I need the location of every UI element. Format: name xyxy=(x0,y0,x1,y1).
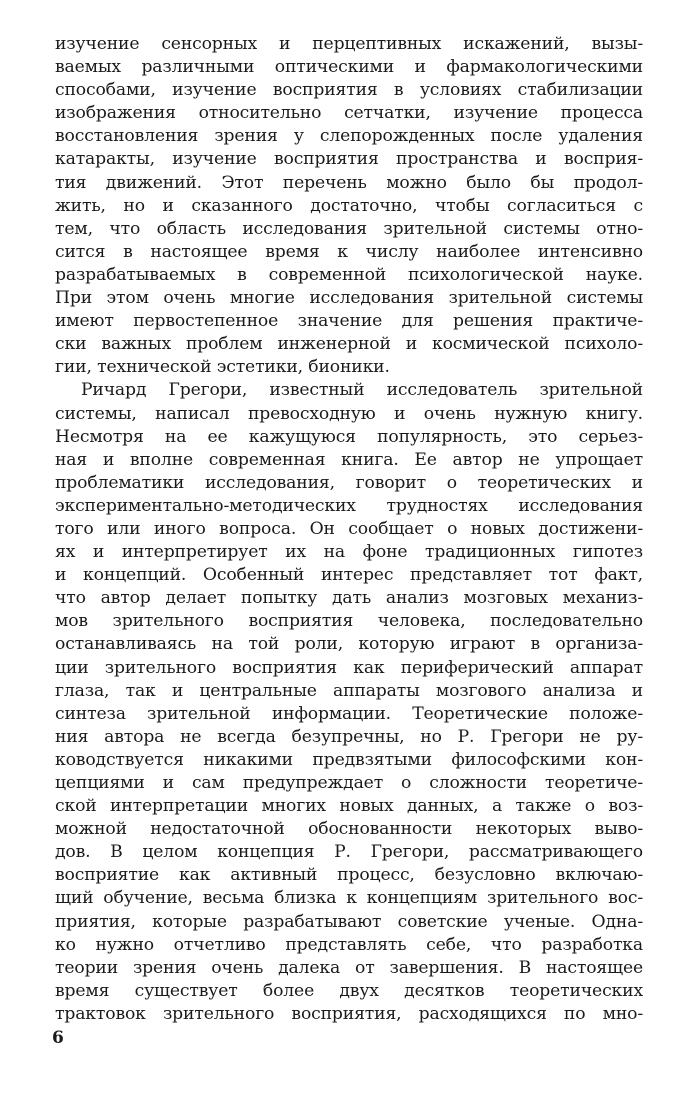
text-line: можной недостаточной обоснованности некоторых выво- xyxy=(55,819,643,840)
text-line: и концепций. Особенный интерес представляет тот факт, xyxy=(55,565,643,586)
text-line: тия движений. Этот перечень можно было бы продол- xyxy=(55,172,643,193)
paragraph-2 xyxy=(55,379,643,1026)
text-line: теории зрения очень далека от завершения. В настоящее xyxy=(55,957,643,978)
text-line: восстановления зрения у слепорожденных после удаления xyxy=(55,126,643,147)
text-line: ях и интерпретирует их на фоне традиционных гипотез xyxy=(55,542,643,563)
text-line: щий обучение, весьма близка к концепциям зрительного вос- xyxy=(55,888,643,909)
text-line: дов. В целом концепция Р. Грегори, рассматривающего xyxy=(55,842,643,863)
text-line: катаракты, изучение восприятия пространства и восприя- xyxy=(55,149,643,170)
text-line: ваемых различными оптическими и фармакологическими xyxy=(55,57,643,78)
text-line: имеют первостепенное значение для решения практиче- xyxy=(55,311,643,332)
text-line: ния автора не всегда безупречны, но Р. Грегори не ру- xyxy=(55,726,643,747)
text-line: разрабатываемых в современной психологической науке. xyxy=(55,264,643,285)
text-line: изображения относительно сетчатки, изучение процесса xyxy=(55,103,643,124)
text-line: трактовок зрительного восприятия, расходящихся по мно- xyxy=(55,1003,643,1024)
text-line: проблематики исследования, говорит о теоретических и xyxy=(55,472,643,493)
text-line: время существует более двух десятков теоретических xyxy=(55,980,643,1001)
paragraph-1 xyxy=(55,33,643,379)
text-line: Ричард Грегори, известный исследователь зрительной xyxy=(81,380,643,401)
text-line: При этом очень многие исследования зрительной системы xyxy=(55,288,643,309)
text-line: останавливаясь на той роли, которую играют в организа- xyxy=(55,634,643,655)
text-line: цепциями и сам предупреждает о сложности теоретиче- xyxy=(55,773,643,793)
text-line: ской интерпретации многих новых данных, а также о воз- xyxy=(55,796,643,817)
text-line: синтеза зрительной информации. Теоретические положе- xyxy=(55,703,643,724)
text-line: мов зрительного восприятия человека, последовательно xyxy=(55,611,643,632)
text-line: сится в настоящее время к числу наиболее интенсивно xyxy=(55,241,643,262)
text-line: ная и вполне современная книга. Ее автор не упрощает xyxy=(55,449,643,470)
text-line: восприятие как активный процесс, безусловно включаю- xyxy=(55,865,643,886)
text-line: системы, написал превосходную и очень нужную книгу. xyxy=(55,403,643,424)
page-number: 6 xyxy=(52,1028,64,1048)
text-line: тем, что область исследования зрительной системы отно- xyxy=(55,218,643,239)
text-line: экспериментально-методических трудностях исследования xyxy=(55,495,643,516)
text-line: ководствуется никакими предвзятыми философскими кон- xyxy=(55,749,643,770)
document-page xyxy=(55,33,643,1026)
text-line: что автор делает попытку дать анализ мозговых механиз- xyxy=(55,588,643,609)
text-line: приятия, которые разрабатывают советские ученые. Одна- xyxy=(55,911,643,932)
text-line: того или иного вопроса. Он сообщает о новых достижени- xyxy=(55,518,643,539)
text-line: жить, но и сказанного достаточно, чтобы согласиться с xyxy=(55,195,643,216)
text-line: ски важных проблем инженерной и космической психоло- xyxy=(55,334,643,355)
text-line: способами, изучение восприятия в условиях стабилизации xyxy=(55,80,643,101)
text-line: Несмотря на ее кажущуюся популярность, это серьез- xyxy=(55,426,643,447)
text-line: изучение сенсорных и перцептивных искажений, вызы- xyxy=(55,34,643,54)
text-line: гии, технической эстетики, бионики. xyxy=(55,357,390,378)
text-line: ции зрительного восприятия как периферический аппарат xyxy=(55,657,643,678)
text-line: ко нужно отчетливо представлять себе, что разработка xyxy=(55,934,643,955)
text-line: глаза, так и центральные аппараты мозгового анализа и xyxy=(55,680,643,701)
